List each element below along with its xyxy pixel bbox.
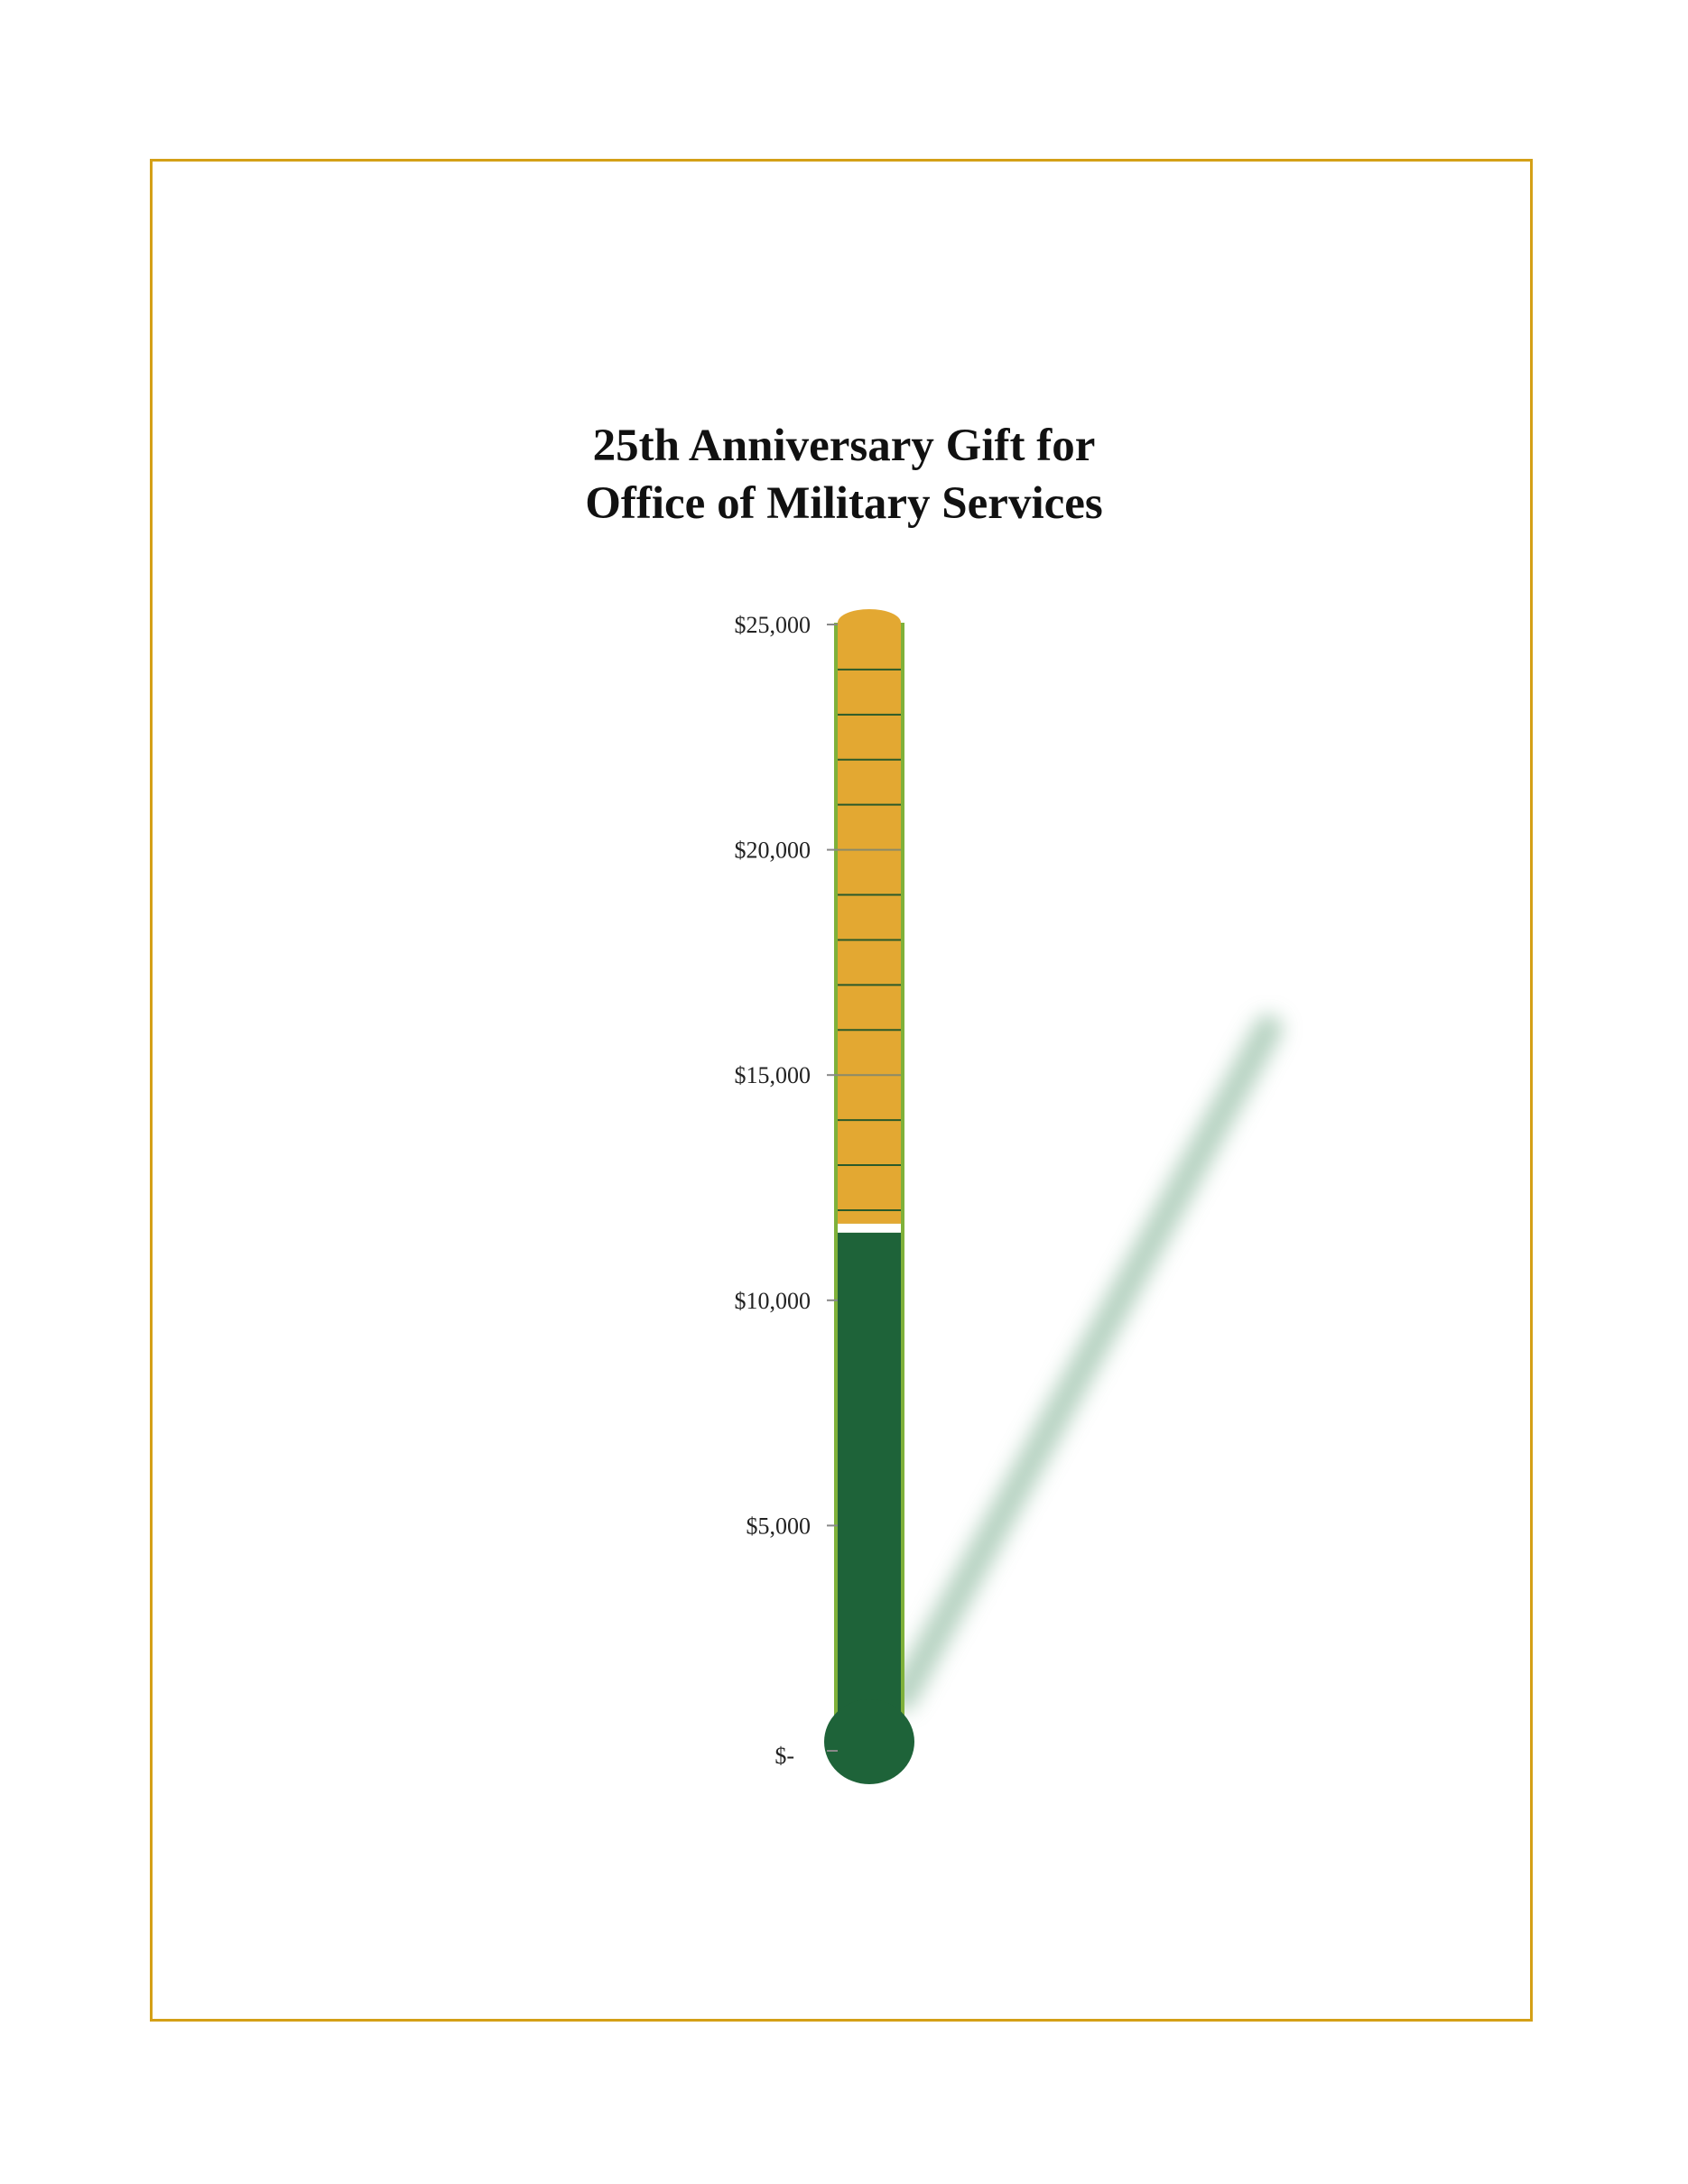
tube-top-cap (838, 609, 901, 636)
y-tick-label: $- (774, 1743, 794, 1769)
bar-separator (838, 1224, 901, 1233)
chart-title-line-2: Office of Military Services (585, 478, 1103, 529)
drop-shadow (903, 1029, 1268, 1697)
y-tick-label: $25,000 (734, 612, 811, 638)
thermometer-bulb (824, 1699, 914, 1784)
thermometer-tube (824, 609, 914, 1784)
y-tick-label: $15,000 (734, 1062, 811, 1089)
chart-title-line-1: 25th Anniversary Gift for (592, 421, 1096, 471)
y-tick-label: $5,000 (746, 1513, 811, 1540)
shadow-streak (903, 1029, 1268, 1697)
y-axis (735, 612, 839, 1769)
y-tick-label: $20,000 (734, 837, 811, 864)
y-tick-label: $10,000 (734, 1287, 811, 1314)
raised-bar (838, 1233, 901, 1751)
